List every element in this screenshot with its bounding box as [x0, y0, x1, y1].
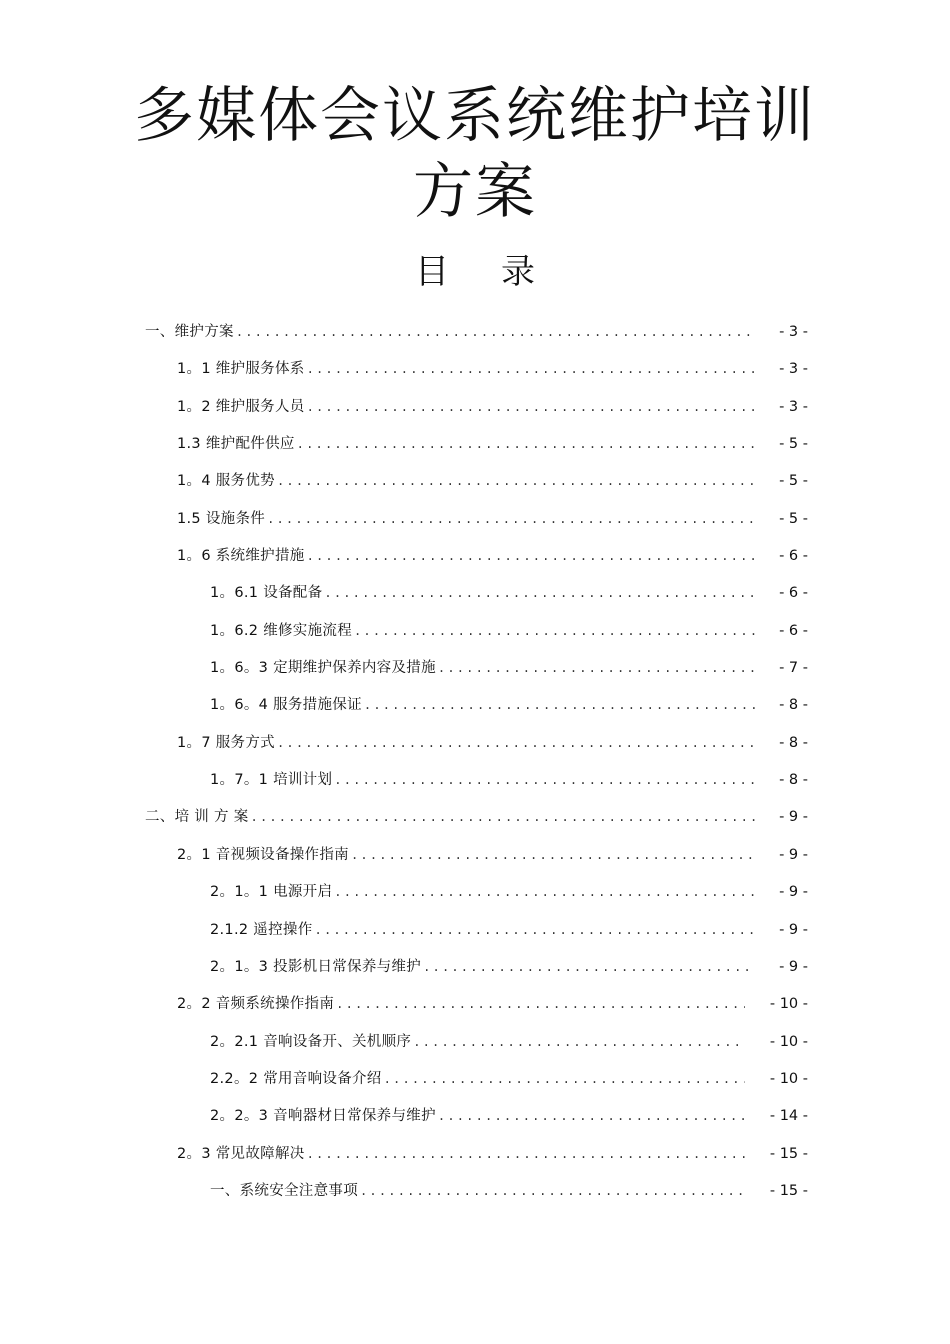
toc-entry[interactable]	[0, 613, 950, 650]
toc-entry[interactable]	[0, 314, 950, 351]
toc-dot-leader	[277, 725, 755, 762]
toc-entry-label: 1。6。4 服务措施保证	[210, 697, 362, 714]
toc-entry[interactable]	[0, 912, 950, 949]
toc-dot-leader	[307, 538, 755, 575]
toc-entry-page: - 5 -	[779, 510, 808, 527]
toc-entry-label: 1。2 维护服务人员	[177, 398, 305, 415]
toc-entry[interactable]	[0, 1098, 950, 1135]
toc-dot-leader	[438, 650, 755, 687]
document-title-line-2: 方案	[413, 157, 537, 227]
toc-entry-page: - 3 -	[779, 398, 808, 415]
toc-dot-leader	[384, 1061, 745, 1098]
toc-entry-page: - 3 -	[779, 361, 808, 378]
toc-entry-page: - 6 -	[779, 548, 808, 565]
toc-dot-leader	[351, 837, 755, 874]
toc-dot-leader	[336, 986, 745, 1023]
toc-entry[interactable]	[0, 1061, 950, 1098]
toc-entry-label: 一、系统安全注意事项	[210, 1182, 358, 1199]
toc-entry-page: - 8 -	[779, 734, 808, 751]
toc-entry-page: - 9 -	[779, 809, 808, 826]
toc-dot-leader	[324, 575, 755, 612]
toc-entry-page: - 10 -	[769, 1070, 808, 1087]
toc-entry-page: - 5 -	[779, 473, 808, 490]
toc-entry[interactable]	[0, 650, 950, 687]
toc-entry[interactable]	[0, 874, 950, 911]
toc-dot-leader	[307, 1136, 745, 1173]
toc-entry-page: - 9 -	[779, 846, 808, 863]
toc-entry[interactable]	[0, 501, 950, 538]
toc-heading-char-1: 目	[415, 252, 449, 292]
toc-entry-label: 2。2.1 音响设备开、关机顺序	[210, 1033, 412, 1050]
toc-entry[interactable]	[0, 575, 950, 612]
toc-entry-page: - 9 -	[779, 921, 808, 938]
toc-entry[interactable]	[0, 389, 950, 426]
document-title-line-1: 多媒体会议系统维护培训	[134, 81, 816, 151]
toc-entry-label: 2.2。2 常用音响设备介绍	[210, 1070, 382, 1087]
toc-entry-label: 1。6 系统维护措施	[177, 548, 305, 565]
toc-entry-page: - 3 -	[779, 324, 808, 340]
toc-entry-page: - 8 -	[779, 697, 808, 714]
toc-entry[interactable]	[0, 725, 950, 762]
toc-entry-page: - 15 -	[769, 1182, 808, 1199]
toc-entry-label: 1。1 维护服务体系	[177, 361, 305, 378]
toc-dot-leader	[307, 351, 755, 388]
table-of-contents-heading	[0, 250, 950, 294]
toc-entry-page: - 10 -	[769, 1033, 808, 1050]
table-of-contents	[0, 314, 950, 1210]
toc-dot-leader	[334, 762, 755, 799]
toc-entry[interactable]	[0, 426, 950, 463]
toc-dot-leader	[423, 949, 755, 986]
toc-entry[interactable]	[0, 799, 950, 836]
toc-entry-label: 1.5 设施条件	[177, 510, 266, 527]
toc-dot-leader	[315, 912, 755, 949]
toc-entry[interactable]	[0, 463, 950, 500]
toc-entry-label: 1.3 维护配件供应	[177, 436, 295, 453]
toc-entry-label: 1。6。3 定期维护保养内容及措施	[210, 660, 436, 677]
toc-entry-label: 1。6.1 设备配备	[210, 585, 323, 602]
toc-heading-char-2: 录	[501, 252, 535, 292]
toc-entry-label: 1。7 服务方式	[177, 734, 275, 751]
toc-entry[interactable]	[0, 762, 950, 799]
toc-entry[interactable]	[0, 986, 950, 1023]
toc-entry-page: - 6 -	[779, 622, 808, 639]
toc-entry[interactable]	[0, 949, 950, 986]
toc-entry[interactable]	[0, 538, 950, 575]
toc-dot-leader	[413, 1024, 745, 1061]
toc-entry-label: 2。1。3 投影机日常保养与维护	[210, 958, 422, 975]
toc-entry-label: 2。2 音频系统操作指南	[177, 996, 335, 1013]
toc-entry-label: 2。1 音视频设备操作指南	[177, 846, 349, 863]
toc-dot-leader	[334, 874, 755, 911]
toc-entry-label: 2。3 常见故障解决	[177, 1145, 305, 1162]
toc-entry-page: - 7 -	[779, 660, 808, 677]
toc-entry-page: - 10 -	[769, 996, 808, 1013]
toc-dot-leader	[364, 687, 755, 724]
toc-entry[interactable]	[0, 837, 950, 874]
toc-dot-leader	[297, 426, 755, 463]
toc-dot-leader	[251, 799, 755, 836]
toc-entry-label: 2。2。3 音响器材日常保养与维护	[210, 1108, 436, 1125]
toc-entry-page: - 14 -	[769, 1108, 808, 1125]
toc-dot-leader	[277, 463, 755, 500]
toc-entry[interactable]	[0, 1173, 950, 1210]
toc-entry-label: 1。6.2 维修实施流程	[210, 622, 352, 639]
toc-entry[interactable]	[0, 1136, 950, 1173]
toc-entry-page: - 5 -	[779, 436, 808, 453]
toc-dot-leader	[360, 1173, 745, 1210]
toc-entry-label: 2。1。1 电源开启	[210, 884, 333, 901]
toc-dot-leader	[236, 314, 755, 351]
toc-entry-page: - 9 -	[779, 884, 808, 901]
toc-dot-leader	[267, 501, 755, 538]
document-title	[0, 78, 950, 230]
toc-dot-leader	[354, 613, 755, 650]
toc-entry[interactable]	[0, 1024, 950, 1061]
toc-entry-label: 2.1.2 遥控操作	[210, 921, 313, 938]
toc-entry-page: - 15 -	[769, 1145, 808, 1162]
toc-entry[interactable]	[0, 351, 950, 388]
toc-entry-page: - 9 -	[779, 958, 808, 975]
toc-dot-leader	[438, 1098, 745, 1135]
toc-entry-label: 一、维护方案	[145, 324, 234, 340]
toc-dot-leader	[307, 389, 755, 426]
toc-entry-page: - 8 -	[779, 772, 808, 789]
toc-entry-label: 1。7。1 培训计划	[210, 772, 333, 789]
toc-entry-page: - 6 -	[779, 585, 808, 602]
toc-entry[interactable]	[0, 687, 950, 724]
toc-entry-label: 二、培 训 方 案	[145, 809, 249, 826]
toc-entry-label: 1。4 服务优势	[177, 473, 275, 490]
